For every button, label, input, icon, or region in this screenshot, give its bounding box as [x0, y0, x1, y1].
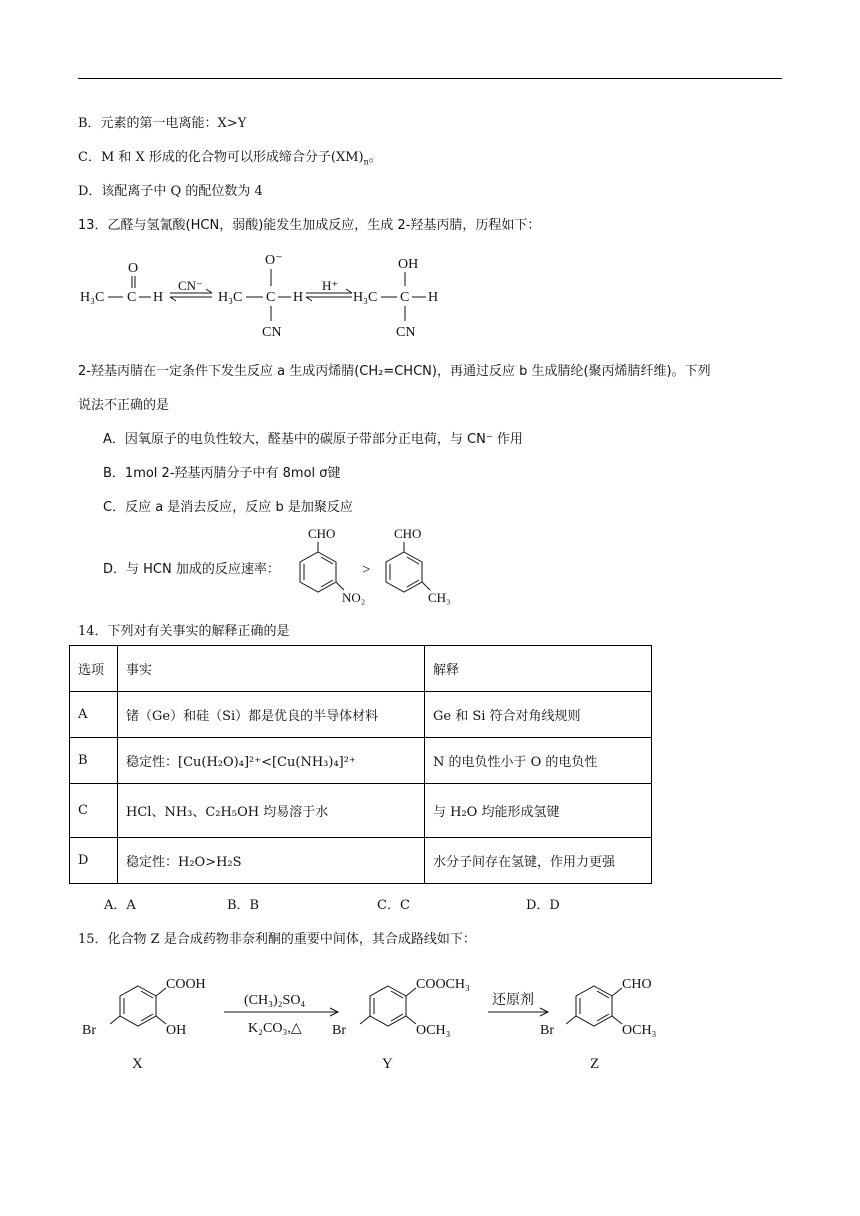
header-explanation: 解释 [425, 646, 652, 692]
svg-text:Z: Z [590, 1056, 600, 1072]
svg-text:COOCH₃: COOCH₃ [416, 977, 470, 992]
q13-mechanism-scheme [78, 248, 458, 344]
svg-text:H: H [428, 290, 439, 305]
svg-text:Br: Br [540, 1023, 554, 1038]
svg-text:H: H [153, 290, 164, 305]
svg-text:H: H [293, 290, 304, 305]
svg-text:Br: Br [82, 1023, 96, 1038]
svg-text:OCH₃: OCH₃ [622, 1023, 657, 1038]
q14-option-d: D．D [526, 898, 560, 913]
alkoxide-oxygen: O⁻ [265, 253, 283, 268]
header-rule [78, 78, 782, 79]
reagent-proton: H⁺ [322, 278, 339, 293]
q15-synthesis-route [78, 960, 678, 1080]
svg-text:CN: CN [396, 325, 416, 340]
svg-text:CHO: CHO [622, 977, 652, 992]
svg-text:C: C [400, 290, 410, 305]
reagent-cyanide: CN⁻ [178, 278, 203, 293]
compound-x [82, 977, 206, 1072]
reagent-reducing-agent: 还原剂 [492, 993, 534, 1008]
svg-text:H₃C: H₃C [218, 290, 243, 305]
table-header-row [70, 646, 652, 692]
svg-text:NO₂: NO₂ [342, 590, 366, 605]
q14-stem: 14．下列对有关事实的解释正确的是 [78, 624, 290, 639]
svg-text:CHO: CHO [308, 526, 336, 541]
table-row: B 稳定性：[Cu(H₂O)₄]²⁺<[Cu(NH₃)₄]²⁺ N 的电负性小于 O 的电负性 [70, 738, 652, 784]
compound-z [540, 977, 657, 1072]
q15-stem: 15．化合物 Z 是合成药物非奈利酮的重要中间体，其合成路线如下： [78, 932, 476, 947]
q13-body-line2: 说法不正确的是 [78, 398, 170, 413]
svg-text:Br: Br [332, 1023, 346, 1038]
svg-text:H₃C: H₃C [353, 290, 378, 305]
q13-stem: 13．乙醛与氢氰酸(HCN，弱酸)能发生加成反应，生成 2-羟基丙腈，历程如下： [78, 218, 541, 233]
svg-text:CN: CN [262, 325, 282, 340]
q13-option-c: C．反应 a 是消去反应，反应 b 是加聚反应 [103, 500, 353, 515]
svg-text:CHO: CHO [394, 526, 422, 541]
q14-option-b: B．B [227, 898, 260, 913]
q12-option-c: C．M 和 X 形成的化合物可以形成缔合分子$(XM)_n$。 [78, 150, 382, 167]
q14-option-a: A．A [104, 898, 136, 913]
svg-text:OH: OH [166, 1023, 187, 1038]
q13-option-d: D．与 HCN 加成的反应速率： [103, 562, 280, 577]
q12-option-b: B．元素的第一电离能：X>Y [78, 116, 247, 131]
svg-text:C: C [266, 290, 276, 305]
svg-text:Y: Y [382, 1056, 393, 1072]
reagent-k2co3: K₂CO₃,△ [248, 1021, 302, 1036]
header-option: 选项 [70, 646, 118, 692]
svg-text:COOH: COOH [166, 977, 206, 992]
q13-option-a: A．因氧原子的电负性较大，醛基中的碳原子带部分正电荷，与 CN⁻ 作用 [103, 432, 523, 447]
table-row: C HCl、NH₃、C₂H₅OH 均易溶于水 与 H₂O 均能形成氢键 [70, 784, 652, 838]
svg-text:H₃C: H₃C [80, 290, 105, 305]
aldehyde-oxygen: O [128, 261, 139, 276]
q14-table [69, 645, 652, 884]
q13-option-d-structures [292, 524, 472, 606]
svg-text:OH: OH [398, 257, 419, 272]
svg-text:>: > [362, 562, 371, 578]
table-row: D 稳定性：H₂O>H₂S 水分子间存在氢键，作用力更强 [70, 838, 652, 884]
svg-text:X: X [132, 1056, 143, 1072]
q14-option-c: C．C [377, 898, 410, 913]
q13-option-b: B．1mol 2-羟基丙腈分子中有 8mol σ键 [103, 466, 341, 481]
svg-text:OCH₃: OCH₃ [416, 1023, 451, 1038]
reagent-dimethyl-sulfate: (CH₃)₂SO₄ [244, 993, 306, 1008]
svg-text:C: C [127, 290, 137, 305]
svg-text:CH₃: CH₃ [428, 590, 451, 605]
header-fact: 事实 [118, 646, 425, 692]
compound-y [332, 977, 470, 1072]
q12-option-d: D．该配离子中 Q 的配位数为 4 [78, 184, 263, 199]
table-row: A 锗（Ge）和硅（Si）都是优良的半导体材料 Ge 和 Si 符合对角线规则 [70, 692, 652, 738]
q13-body-line1: 2-羟基丙腈在一定条件下发生反应 a 生成丙烯腈(CH₂=CHCN)，再通过反应 b 生成腈纶(聚丙烯腈纤维)。下列 [78, 364, 711, 379]
